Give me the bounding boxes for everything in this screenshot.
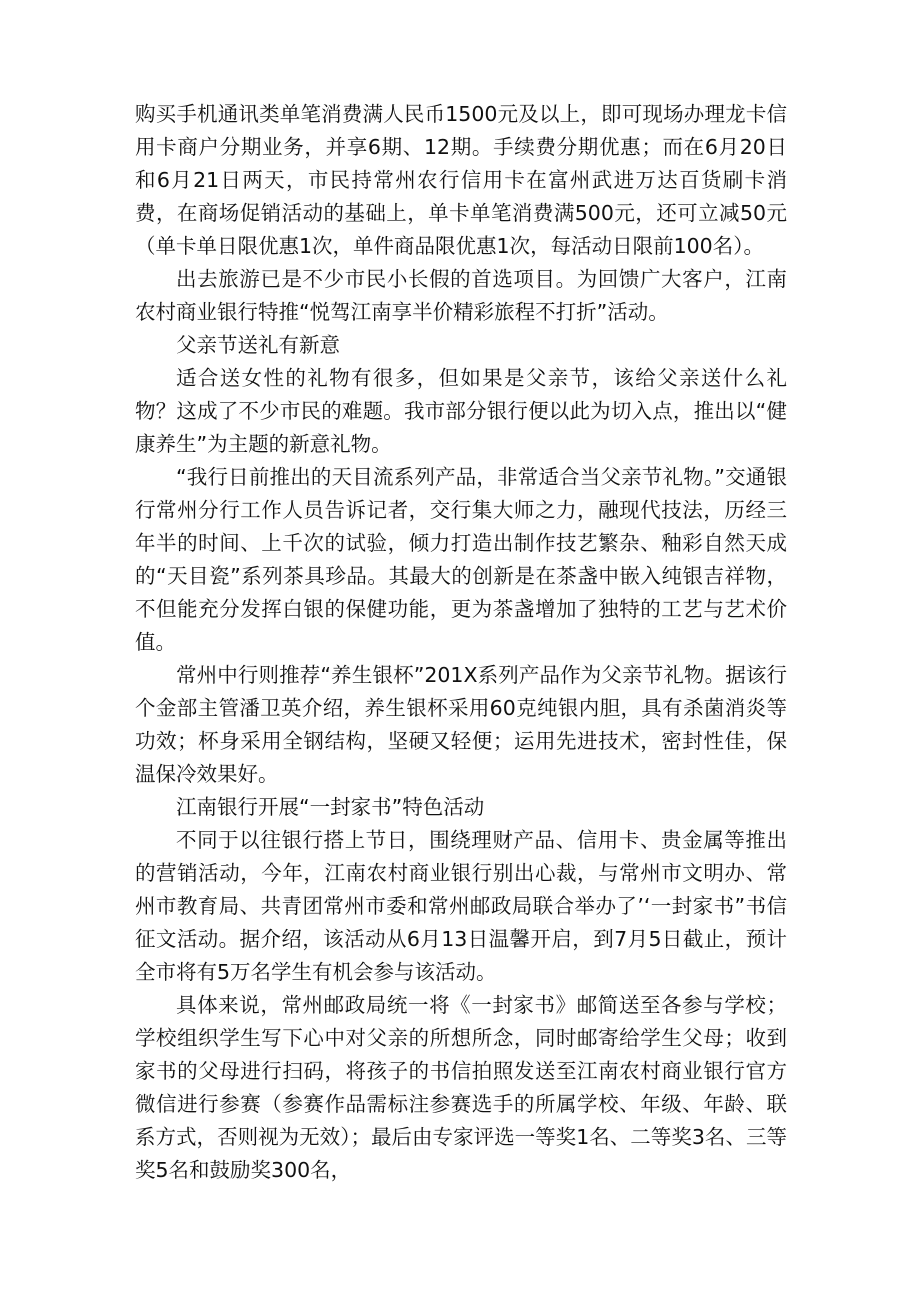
- paragraph-travel-promo: 出去旅游已是不少市民小长假的首选项目。为回馈广大客户，江南农村商业银行特推“悦驾江南享半价精彩旅程不打折”活动。: [135, 267, 787, 324]
- paragraph-letter-activity: 不同于以往银行搭上节日，围绕理财产品、信用卡、贵金属等推出的营销活动，今年，江南农村商业银行别出心裁，与常州市文明办、常州市教育局、共青团常州市委和常州邮政局联合举办了’‘一封家书”书信征文活动。据介绍，该活动从6月13日温馨开启，到7月5日截止，预计全市将有5万名学生有机会参与该活动。: [135, 828, 787, 984]
- paragraph-bocom-tianmu: “我行日前推出的天目流系列产品，非常适合当父亲节礼物。”交通银行常州分行工作人员告诉记者，交行集大师之力，融现代技法，历经三年半的时间、上千次的试验，倾力打造出制作技艺繁杂、釉彩自然天成的“天目瓷”系列茶具珍品。其最大的创新是在茶盏中嵌入纯银吉祥物，不但能充分发挥白银的保健功能，更为茶盏增加了独特的工艺与艺术价值。: [135, 465, 787, 654]
- paragraph-boc-silver-cup: 常州中行则推荐“养生银杯”201X系列产品作为父亲节礼物。据该行个金部主管潘卫英介绍，养生银杯采用60克纯银内胆，具有杀菌消炎等功效；杯身采用全钢结构，坚硬又轻便；运用先进技术，密封性佳，保温保冷效果好。: [135, 663, 787, 786]
- document-page: [135, 98, 787, 1187]
- paragraph-installment-offer: 购买手机通讯类单笔消费满人民币1500元及以上，即可现场办理龙卡信用卡商户分期业务，并享6期、12期。手续费分期优惠；而在6月20日和6月21日两天，市民持常州农行信用卡在富州武进万达百货刷卡消费，在商场促销活动的基础上，单卡单笔消费满500元，还可立减50元（单卡单日限优惠1次，单件商品限优惠1次，每活动日限前100名）。: [135, 102, 787, 258]
- paragraph-gift-dilemma: 适合送女性的礼物有很多，但如果是父亲节，该给父亲送什么礼物？这成了不少市民的难题。我市部分银行便以此为切入点，推出以“健康养生”为主题的新意礼物。: [135, 366, 787, 456]
- section-heading-fathers-day-gifts: 父亲节送礼有新意: [176, 333, 340, 357]
- section-heading-family-letter: 江南银行开展“一封家书”特色活动: [176, 795, 485, 819]
- paragraph-letter-process: 具体来说，常州邮政局统一将《一封家书》邮简送至各参与学校；学校组织学生写下心中对父亲的所想所念，同时邮寄给学生父母；收到家书的父母进行扫码，将孩子的书信拍照发送至江南农村商业银行官方微信进行参赛（参赛作品需标注参赛选手的所属学校、年级、年龄、联系方式，否则视为无效）；最后由专家评选一等奖1名、二等奖3名、三等奖5名和鼓励奖300名，: [135, 993, 787, 1182]
